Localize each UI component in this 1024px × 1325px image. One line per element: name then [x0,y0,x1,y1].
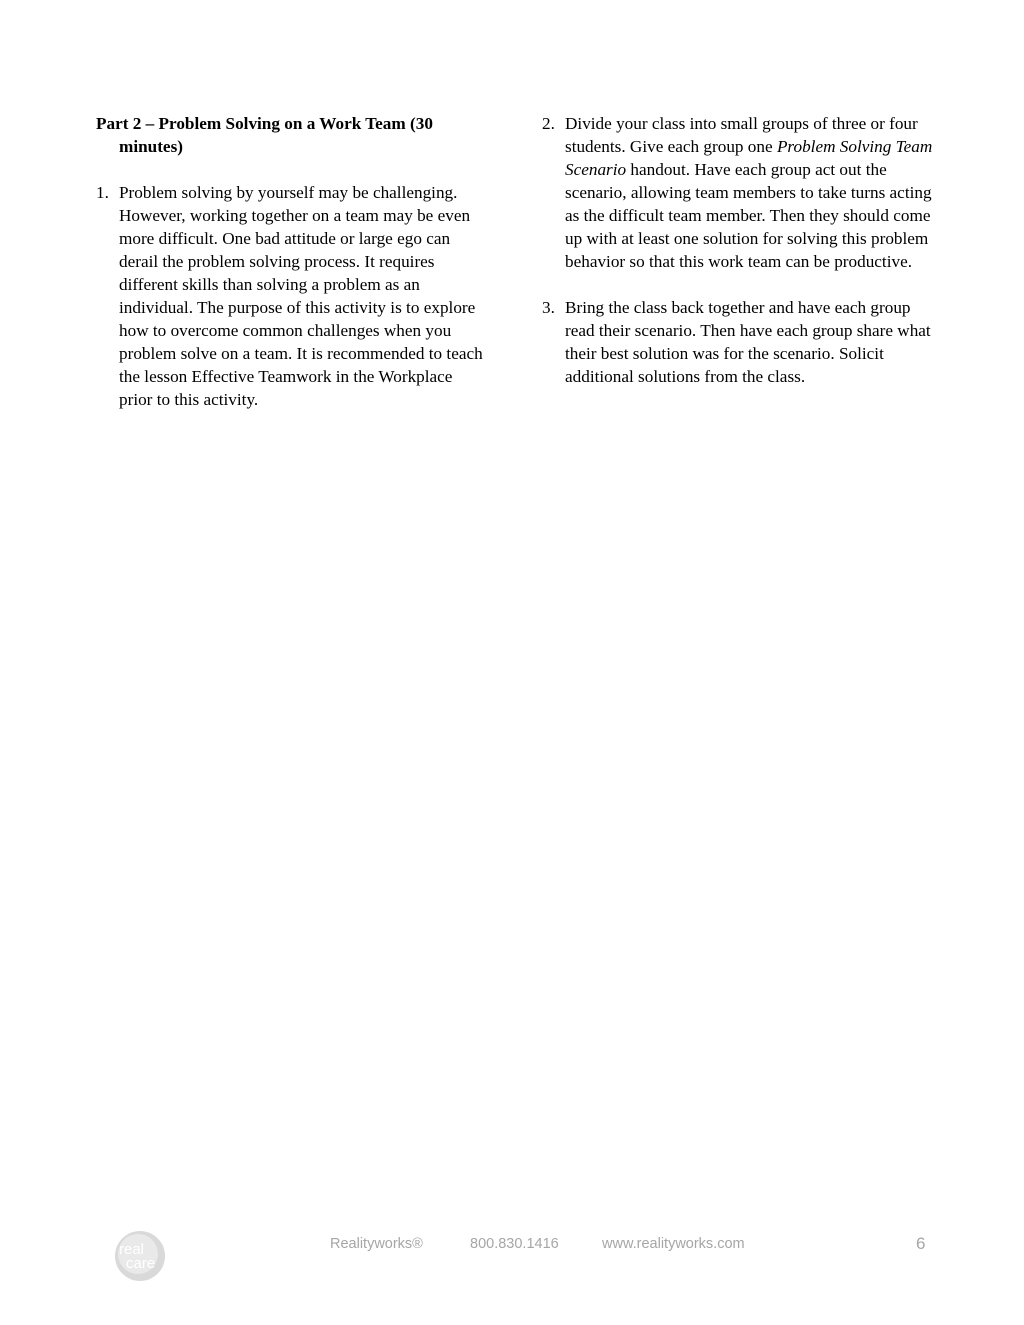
section-heading: Part 2 – Problem Solving on a Work Team (30 minutes) [96,114,433,156]
footer-website[interactable]: www.realityworks.com [602,1236,745,1252]
list-item-number: 3. [542,298,555,317]
list-item-text: Bring the class back together and have each group read their scenario. Then have each group share what their best solution was for the scenario. Solicit additional solutions from the class. [565,298,931,386]
left-column [96,112,488,434]
page-number: 6 [916,1234,926,1253]
footer-phone: 800.830.1416 [470,1236,559,1252]
list-item-text-start: Divide your class into small groups of three or four students. Give each group one [565,114,918,156]
right-column [542,112,934,411]
list-item-text: Problem solving by yourself may be challenging. However, working together on a team may be even more difficult. One bad attitude or large ego can derail the problem solving process. It requires different skills than solving a problem as an individual. The purpose of this activity is to explore how to overcome common challenges when you problem solve on a team. It is recommended to teach the lesson Effective Teamwork in the Workplace prior to this activity. [119,183,483,409]
list-item [542,112,934,273]
list-item-number: 2. [542,114,555,133]
list-item [542,296,934,388]
handout-title: Problem Solving Team Scenario [565,137,933,179]
realcare-logo-icon [114,1230,166,1282]
logo-text-top: real [119,1241,145,1258]
list-item-number: 1. [96,183,109,202]
list-item [96,181,488,411]
list-item-text-end: handout. Have each group act out the scenario, allowing team members to take turns acting as the difficult team member. Then they should come up with at least one solution for solving this problem behavior so that this work team can be productive. [565,160,932,271]
footer-company: Realityworks® [330,1236,423,1252]
logo-text-bottom: care [126,1255,156,1272]
